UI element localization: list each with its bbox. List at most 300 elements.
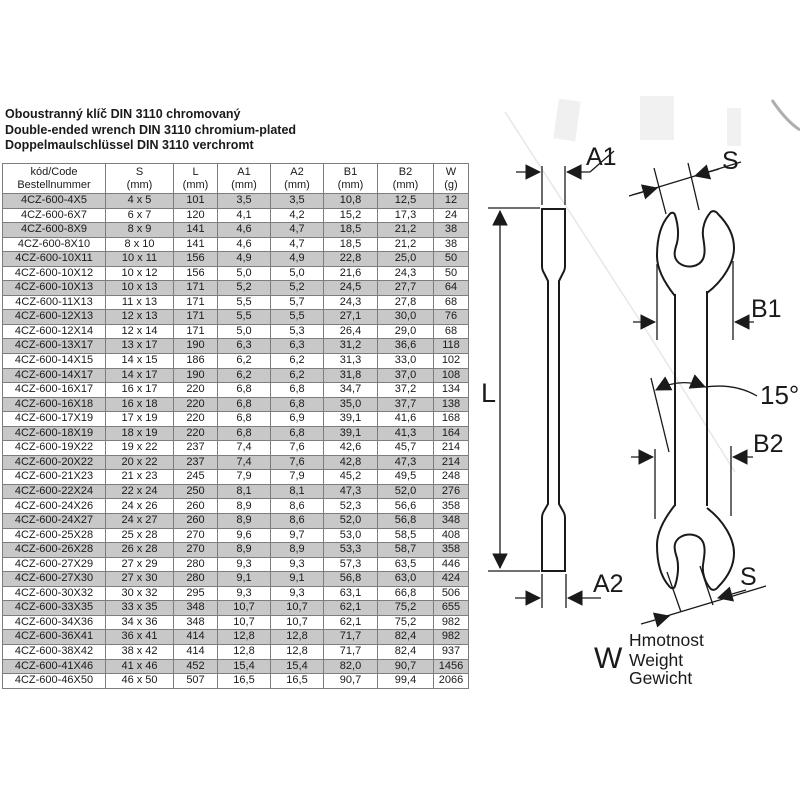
- table-cell: 270: [174, 543, 218, 558]
- dim-A2-label: A2: [593, 570, 624, 598]
- table-cell: 270: [174, 528, 218, 543]
- table-cell: 6,2: [218, 368, 271, 383]
- table-row: [3, 397, 469, 412]
- table-cell: 4CZ-600-27X30: [3, 572, 106, 587]
- weight-legend-de: Gewicht: [629, 668, 693, 688]
- table-cell: 348: [174, 615, 218, 630]
- table-cell: 90,7: [324, 674, 378, 689]
- table-cell: 8,1: [271, 484, 324, 499]
- table-row: [3, 426, 469, 441]
- table-cell: 82,0: [324, 659, 378, 674]
- dim-B1-label: B1: [751, 295, 782, 323]
- table-row: [3, 659, 469, 674]
- table-cell: 220: [174, 383, 218, 398]
- table-cell: 118: [434, 339, 469, 354]
- table-cell: 358: [434, 543, 469, 558]
- table-cell: 10 x 12: [106, 266, 174, 281]
- table-cell: 24: [434, 208, 469, 223]
- dim-A1: [516, 151, 614, 205]
- table-cell: 76: [434, 310, 469, 325]
- table-row: [3, 615, 469, 630]
- table-cell: 33 x 35: [106, 601, 174, 616]
- table-cell: 24 x 27: [106, 514, 174, 529]
- table-cell: 14 x 17: [106, 368, 174, 383]
- table-cell: 276: [434, 484, 469, 499]
- table-cell: 12,5: [378, 194, 434, 209]
- table-cell: 50: [434, 252, 469, 267]
- table-cell: 45,2: [324, 470, 378, 485]
- dim-A2: [515, 574, 601, 608]
- weight-symbol: W: [594, 642, 623, 675]
- spec-table-body: [3, 194, 469, 689]
- table-cell: 10,7: [218, 601, 271, 616]
- table-cell: 5,5: [271, 310, 324, 325]
- table-cell: 4,6: [218, 237, 271, 252]
- table-row: [3, 484, 469, 499]
- column-header: B1 (mm): [324, 164, 378, 194]
- table-cell: 3,5: [271, 194, 324, 209]
- table-cell: 6,8: [271, 397, 324, 412]
- table-cell: 5,7: [271, 295, 324, 310]
- table-row: [3, 295, 469, 310]
- table-cell: 6 x 7: [106, 208, 174, 223]
- table-cell: 4CZ-600-4X5: [3, 194, 106, 209]
- table-cell: 3,5: [218, 194, 271, 209]
- table-cell: 63,5: [378, 557, 434, 572]
- table-cell: 24,3: [378, 266, 434, 281]
- table-cell: 4CZ-600-33X35: [3, 601, 106, 616]
- table-cell: 22 x 24: [106, 484, 174, 499]
- table-cell: 75,2: [378, 601, 434, 616]
- table-cell: 6,3: [218, 339, 271, 354]
- table-cell: 1456: [434, 659, 469, 674]
- table-cell: 7,6: [271, 455, 324, 470]
- table-cell: 4CZ-600-14X17: [3, 368, 106, 383]
- table-cell: 220: [174, 426, 218, 441]
- table-cell: 6,9: [271, 412, 324, 427]
- table-cell: 21,2: [378, 237, 434, 252]
- table-cell: 34,7: [324, 383, 378, 398]
- table-cell: 82,4: [378, 644, 434, 659]
- dim-A1-label: A1: [586, 143, 617, 171]
- table-row: [3, 630, 469, 645]
- table-row: [3, 601, 469, 616]
- table-cell: 8,9: [218, 543, 271, 558]
- table-cell: 6,3: [271, 339, 324, 354]
- table-row: [3, 528, 469, 543]
- table-cell: 6,2: [271, 354, 324, 369]
- spec-table-head: [3, 164, 469, 194]
- table-cell: 47,3: [324, 484, 378, 499]
- table-cell: 4,7: [271, 223, 324, 238]
- table-row: [3, 252, 469, 267]
- table-cell: 52,0: [324, 514, 378, 529]
- table-cell: 6,8: [218, 383, 271, 398]
- table-cell: 37,7: [378, 397, 434, 412]
- table-cell: 10 x 13: [106, 281, 174, 296]
- table-cell: 18 x 19: [106, 426, 174, 441]
- table-row: [3, 237, 469, 252]
- front-head-bottom: [657, 505, 734, 590]
- table-cell: 4CZ-600-12X13: [3, 310, 106, 325]
- table-cell: 8,9: [271, 543, 324, 558]
- table-cell: 10,8: [324, 194, 378, 209]
- table-cell: 138: [434, 397, 469, 412]
- table-cell: 37,2: [378, 383, 434, 398]
- table-cell: 6,8: [271, 383, 324, 398]
- table-cell: 4CZ-600-6X7: [3, 208, 106, 223]
- table-cell: 47,3: [378, 455, 434, 470]
- table-cell: 4CZ-600-41X46: [3, 659, 106, 674]
- table-cell: 4,6: [218, 223, 271, 238]
- table-row: [3, 339, 469, 354]
- table-cell: 4CZ-600-17X19: [3, 412, 106, 427]
- table-cell: 164: [434, 426, 469, 441]
- table-cell: 18,5: [324, 237, 378, 252]
- table-cell: 295: [174, 586, 218, 601]
- table-cell: 5,2: [271, 281, 324, 296]
- table-cell: 4CZ-600-13X17: [3, 339, 106, 354]
- table-cell: 13 x 17: [106, 339, 174, 354]
- wrench-side-view: [542, 209, 565, 571]
- table-row: [3, 223, 469, 238]
- table-cell: 20 x 22: [106, 455, 174, 470]
- dim-angle-label: 15°: [760, 380, 800, 410]
- table-cell: 15,2: [324, 208, 378, 223]
- table-cell: 4CZ-600-21X23: [3, 470, 106, 485]
- table-cell: 220: [174, 412, 218, 427]
- table-cell: 101: [174, 194, 218, 209]
- dim-L-label: L: [481, 378, 497, 408]
- table-cell: 26,4: [324, 324, 378, 339]
- table-row: [3, 194, 469, 209]
- table-cell: 52,3: [324, 499, 378, 514]
- table-cell: 280: [174, 572, 218, 587]
- table-cell: 62,1: [324, 615, 378, 630]
- table-cell: 63,1: [324, 586, 378, 601]
- table-cell: 4CZ-600-12X14: [3, 324, 106, 339]
- table-cell: 348: [174, 601, 218, 616]
- table-cell: 24 x 26: [106, 499, 174, 514]
- table-cell: 11 x 13: [106, 295, 174, 310]
- table-cell: 24,5: [324, 281, 378, 296]
- watermark: [505, 96, 800, 472]
- table-cell: 6,2: [218, 354, 271, 369]
- table-cell: 7,6: [271, 441, 324, 456]
- table-cell: 6,2: [271, 368, 324, 383]
- table-row: [3, 543, 469, 558]
- table-cell: 9,3: [218, 557, 271, 572]
- table-cell: 39,1: [324, 426, 378, 441]
- table-cell: 220: [174, 397, 218, 412]
- table-cell: 9,3: [271, 586, 324, 601]
- table-cell: 214: [434, 441, 469, 456]
- table-row: [3, 412, 469, 427]
- column-header: A1 (mm): [218, 164, 271, 194]
- table-cell: 45,7: [378, 441, 434, 456]
- table-cell: 260: [174, 499, 218, 514]
- table-cell: 8,9: [218, 499, 271, 514]
- table-cell: 507: [174, 674, 218, 689]
- table-cell: 982: [434, 615, 469, 630]
- table-cell: 64: [434, 281, 469, 296]
- table-cell: 53,0: [324, 528, 378, 543]
- table-cell: 5,0: [218, 324, 271, 339]
- table-cell: 141: [174, 223, 218, 238]
- table-cell: 4CZ-600-18X19: [3, 426, 106, 441]
- table-cell: 10 x 11: [106, 252, 174, 267]
- weight-legend-cs: Hmotnost: [629, 630, 704, 650]
- table-cell: 8,6: [271, 514, 324, 529]
- table-cell: 5,5: [218, 295, 271, 310]
- table-cell: 4CZ-600-24X26: [3, 499, 106, 514]
- table-row: [3, 266, 469, 281]
- table-cell: 19 x 22: [106, 441, 174, 456]
- dim-S-bottom: [641, 566, 766, 624]
- table-cell: 14 x 15: [106, 354, 174, 369]
- table-cell: 27,8: [378, 295, 434, 310]
- table-cell: 25 x 28: [106, 528, 174, 543]
- table-cell: 39,1: [324, 412, 378, 427]
- column-header: kód/Code Bestellnummer: [3, 164, 106, 194]
- table-cell: 36,6: [378, 339, 434, 354]
- table-cell: 190: [174, 339, 218, 354]
- table-cell: 38: [434, 237, 469, 252]
- table-cell: 27 x 30: [106, 572, 174, 587]
- table-row: [3, 208, 469, 223]
- table-cell: 4CZ-600-8X9: [3, 223, 106, 238]
- table-cell: 8 x 10: [106, 237, 174, 252]
- wrench-front-view: [657, 211, 734, 590]
- table-cell: 8 x 9: [106, 223, 174, 238]
- table-cell: 9,3: [218, 586, 271, 601]
- table-cell: 4CZ-600-16X17: [3, 383, 106, 398]
- table-cell: 5,0: [271, 266, 324, 281]
- dim-L: [488, 208, 540, 571]
- table-cell: 4CZ-600-30X32: [3, 586, 106, 601]
- table-cell: 16,5: [218, 674, 271, 689]
- table-cell: 7,9: [218, 470, 271, 485]
- table-cell: 156: [174, 252, 218, 267]
- table-cell: 186: [174, 354, 218, 369]
- table-cell: 10,7: [271, 601, 324, 616]
- column-header: S (mm): [106, 164, 174, 194]
- table-cell: 248: [434, 470, 469, 485]
- table-cell: 4CZ-600-46X50: [3, 674, 106, 689]
- header-row: [3, 164, 469, 194]
- table-cell: 937: [434, 644, 469, 659]
- dim-S-top-label: S: [722, 147, 739, 175]
- table-cell: 120: [174, 208, 218, 223]
- front-head-top: [657, 211, 734, 296]
- table-cell: 4CZ-600-11X13: [3, 295, 106, 310]
- table-cell: 4CZ-600-10X12: [3, 266, 106, 281]
- table-cell: 18,5: [324, 223, 378, 238]
- table-cell: 75,2: [378, 615, 434, 630]
- table-cell: 82,4: [378, 630, 434, 645]
- table-cell: 4CZ-600-34X36: [3, 615, 106, 630]
- table-cell: 6,8: [271, 426, 324, 441]
- table-cell: 68: [434, 324, 469, 339]
- table-cell: 156: [174, 266, 218, 281]
- table-cell: 102: [434, 354, 469, 369]
- column-header: W (g): [434, 164, 469, 194]
- table-cell: 4CZ-600-22X24: [3, 484, 106, 499]
- table-row: [3, 572, 469, 587]
- table-cell: 17,3: [378, 208, 434, 223]
- table-cell: 35,0: [324, 397, 378, 412]
- table-cell: 134: [434, 383, 469, 398]
- table-cell: 27,1: [324, 310, 378, 325]
- table-cell: 141: [174, 237, 218, 252]
- table-cell: 12 x 13: [106, 310, 174, 325]
- table-cell: 68: [434, 295, 469, 310]
- table-cell: 8,1: [218, 484, 271, 499]
- table-cell: 31,3: [324, 354, 378, 369]
- table-cell: 25,0: [378, 252, 434, 267]
- table-cell: 56,8: [378, 514, 434, 529]
- table-row: [3, 674, 469, 689]
- table-cell: 250: [174, 484, 218, 499]
- table-cell: 21 x 23: [106, 470, 174, 485]
- table-cell: 21,6: [324, 266, 378, 281]
- table-row: [3, 383, 469, 398]
- table-cell: 4CZ-600-10X11: [3, 252, 106, 267]
- table-cell: 9,6: [218, 528, 271, 543]
- table-row: [3, 368, 469, 383]
- table-cell: 38 x 42: [106, 644, 174, 659]
- table-cell: 42,8: [324, 455, 378, 470]
- table-cell: 41,6: [378, 412, 434, 427]
- table-row: [3, 470, 469, 485]
- dim-S-top: [629, 162, 741, 214]
- table-cell: 17 x 19: [106, 412, 174, 427]
- table-cell: 15,4: [271, 659, 324, 674]
- table-cell: 358: [434, 499, 469, 514]
- table-cell: 4,9: [271, 252, 324, 267]
- table-cell: 348: [434, 514, 469, 529]
- table-cell: 12: [434, 194, 469, 209]
- table-cell: 41,3: [378, 426, 434, 441]
- table-row: [3, 499, 469, 514]
- table-cell: 171: [174, 281, 218, 296]
- table-cell: 36 x 41: [106, 630, 174, 645]
- weight-legend: [594, 630, 704, 688]
- spec-table: [2, 163, 469, 689]
- table-cell: 12,8: [218, 630, 271, 645]
- table-row: [3, 354, 469, 369]
- table-row: [3, 310, 469, 325]
- weight-legend-en: Weight: [629, 650, 684, 670]
- side-view-outline: [542, 209, 565, 571]
- table-cell: 237: [174, 455, 218, 470]
- table-cell: 10,7: [271, 615, 324, 630]
- table-cell: 56,8: [324, 572, 378, 587]
- table-cell: 31,8: [324, 368, 378, 383]
- table-cell: 30 x 32: [106, 586, 174, 601]
- table-cell: 15,4: [218, 659, 271, 674]
- title-english: Double-ended wrench DIN 3110 chromium-plated: [5, 122, 297, 137]
- table-cell: 452: [174, 659, 218, 674]
- dim-B1: [633, 261, 754, 340]
- table-cell: 12,8: [271, 644, 324, 659]
- table-cell: 171: [174, 324, 218, 339]
- table-cell: 30,0: [378, 310, 434, 325]
- table-cell: 71,7: [324, 630, 378, 645]
- table-cell: 260: [174, 514, 218, 529]
- title-block: [5, 107, 296, 154]
- table-cell: 4CZ-600-8X10: [3, 237, 106, 252]
- column-header: L (mm): [174, 164, 218, 194]
- table-cell: 4,9: [218, 252, 271, 267]
- table-cell: 24,3: [324, 295, 378, 310]
- table-cell: 171: [174, 295, 218, 310]
- table-cell: 12,8: [271, 630, 324, 645]
- table-row: [3, 441, 469, 456]
- table-cell: 9,1: [218, 572, 271, 587]
- table-cell: 4CZ-600-38X42: [3, 644, 106, 659]
- table-cell: 12 x 14: [106, 324, 174, 339]
- table-cell: 5,2: [218, 281, 271, 296]
- table-cell: 9,7: [271, 528, 324, 543]
- table-cell: 7,4: [218, 455, 271, 470]
- table-cell: 58,5: [378, 528, 434, 543]
- table-cell: 62,1: [324, 601, 378, 616]
- table-cell: 214: [434, 455, 469, 470]
- table-cell: 27 x 29: [106, 557, 174, 572]
- table-row: [3, 557, 469, 572]
- table-cell: 414: [174, 644, 218, 659]
- table-cell: 58,7: [378, 543, 434, 558]
- table-cell: 4CZ-600-25X28: [3, 528, 106, 543]
- table-cell: 4CZ-600-24X27: [3, 514, 106, 529]
- table-cell: 16 x 18: [106, 397, 174, 412]
- table-cell: 4,2: [271, 208, 324, 223]
- table-cell: 56,6: [378, 499, 434, 514]
- table-cell: 4CZ-600-36X41: [3, 630, 106, 645]
- table-cell: 237: [174, 441, 218, 456]
- table-cell: 63,0: [378, 572, 434, 587]
- column-header: A2 (mm): [271, 164, 324, 194]
- table-cell: 446: [434, 557, 469, 572]
- table-cell: 53,3: [324, 543, 378, 558]
- table-cell: 2066: [434, 674, 469, 689]
- table-cell: 31,2: [324, 339, 378, 354]
- column-header: B2 (mm): [378, 164, 434, 194]
- table-cell: 5,5: [218, 310, 271, 325]
- table-cell: 99,4: [378, 674, 434, 689]
- table-cell: 4CZ-600-10X13: [3, 281, 106, 296]
- title-german: Doppelmaulschlüssel DIN 3110 verchromt: [5, 138, 254, 152]
- table-cell: 168: [434, 412, 469, 427]
- table-cell: 4CZ-600-26X28: [3, 543, 106, 558]
- table-cell: 4,7: [271, 237, 324, 252]
- title-czech: Oboustranný klíč DIN 3110 chromovaný: [5, 107, 241, 121]
- table-cell: 6,8: [218, 412, 271, 427]
- table-cell: 108: [434, 368, 469, 383]
- table-cell: 16,5: [271, 674, 324, 689]
- table-cell: 5,3: [271, 324, 324, 339]
- table-cell: 10,7: [218, 615, 271, 630]
- table-cell: 7,9: [271, 470, 324, 485]
- table-row: [3, 281, 469, 296]
- dim-B2: [631, 446, 753, 519]
- dim-S-bottom-label: S: [740, 563, 757, 591]
- table-cell: 29,0: [378, 324, 434, 339]
- table-cell: 16 x 17: [106, 383, 174, 398]
- table-row: [3, 644, 469, 659]
- table-cell: 171: [174, 310, 218, 325]
